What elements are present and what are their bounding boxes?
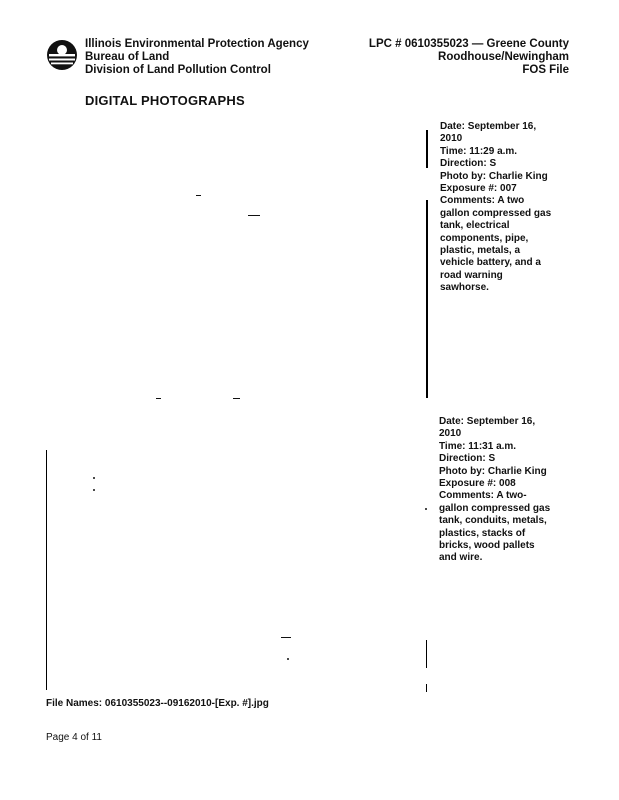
caption-line: Time: 11:31 a.m. xyxy=(439,440,517,452)
caption-line: sawhorse. xyxy=(440,282,489,294)
page-title: DIGITAL PHOTOGRAPHS xyxy=(85,93,245,108)
lpc-line: FOS File xyxy=(522,64,569,76)
scan-artifact xyxy=(287,658,289,660)
caption-line: Date: September 16, xyxy=(440,121,537,132)
photo-border xyxy=(426,684,427,692)
agency-line: Division of Land Pollution Control xyxy=(85,64,271,76)
photo-2-caption xyxy=(439,416,569,565)
caption-line: gallon compressed gas xyxy=(439,502,551,514)
scan-artifact xyxy=(156,398,161,399)
scan-artifact xyxy=(233,398,240,399)
agency-line: Bureau of Land xyxy=(85,51,170,63)
page-number: Page 4 of 11 xyxy=(46,732,102,743)
caption-line: 2010 xyxy=(440,133,463,145)
caption-line: Time: 11:29 a.m. xyxy=(440,145,518,157)
lpc-line: Roodhouse/Newingham xyxy=(438,51,569,63)
photo-border xyxy=(426,640,427,668)
photo-1-caption xyxy=(440,121,570,295)
scan-artifact xyxy=(93,477,95,479)
illinois-epa-logo-icon xyxy=(46,39,78,71)
agency-name xyxy=(85,38,309,77)
scan-artifact xyxy=(196,195,201,196)
caption-line: plastics, stacks of xyxy=(439,527,526,539)
caption-line: and wire. xyxy=(439,552,483,564)
caption-line: Date: September 16, xyxy=(439,416,536,427)
photo-border xyxy=(426,130,428,168)
lpc-line: LPC # 0610355023 — Greene County xyxy=(368,38,569,50)
file-names: File Names: 0610355023--09162010-[Exp. #].jpg xyxy=(46,698,269,709)
caption-line: Exposure #: 008 xyxy=(439,478,516,490)
caption-line: Photo by: Charlie King xyxy=(439,465,547,477)
caption-line: tank, electrical xyxy=(440,220,510,232)
caption-line: road warning xyxy=(440,269,503,281)
photo-border xyxy=(426,200,428,398)
caption-line: Direction: S xyxy=(439,453,496,465)
caption-line: Comments: A two- xyxy=(439,490,527,502)
lpc-info xyxy=(369,38,569,77)
caption-line: Direction: S xyxy=(440,158,497,170)
photo-border xyxy=(46,450,47,690)
scan-artifact xyxy=(281,637,291,638)
caption-line: bricks, wood pallets xyxy=(439,540,535,552)
caption-line: gallon compressed gas xyxy=(440,207,552,219)
scan-artifact xyxy=(248,215,260,216)
scan-artifact xyxy=(93,489,95,491)
scan-artifact xyxy=(425,508,427,510)
caption-line: 2010 xyxy=(439,428,462,440)
caption-line: vehicle battery, and a xyxy=(440,257,541,269)
caption-line: Comments: A two xyxy=(440,195,525,207)
caption-line: plastic, metals, a xyxy=(440,245,521,257)
caption-line: tank, conduits, metals, xyxy=(439,515,547,527)
caption-line: Photo by: Charlie King xyxy=(440,170,548,182)
caption-line: Exposure #: 007 xyxy=(440,183,517,195)
caption-line: components, pipe, xyxy=(440,232,529,244)
agency-line: Illinois Environmental Protection Agency xyxy=(85,38,309,50)
